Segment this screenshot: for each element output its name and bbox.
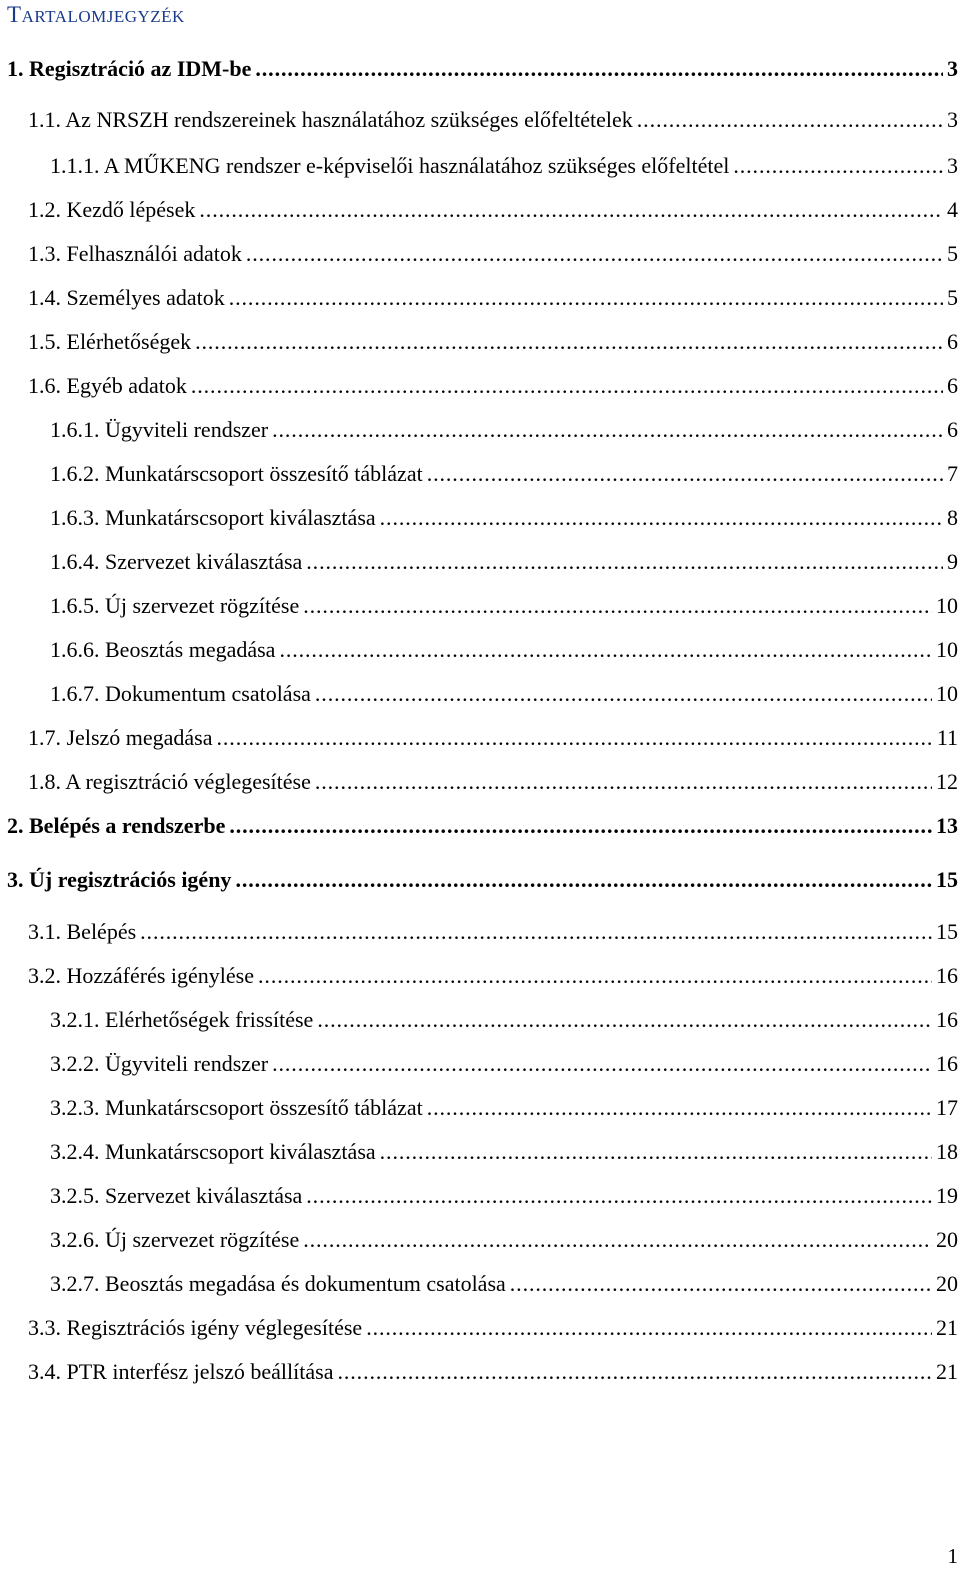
toc-entry[interactable]	[50, 1227, 958, 1253]
toc-entry[interactable]	[50, 1007, 958, 1033]
toc-dot-leader	[306, 549, 943, 575]
toc-dot-leader	[315, 769, 932, 795]
toc-entry-page: 6	[947, 329, 958, 354]
toc-entry[interactable]	[50, 461, 958, 487]
toc-dot-leader	[637, 107, 943, 133]
toc-entry-label: 1.8. A regisztráció véglegesítése	[28, 769, 311, 794]
toc-dot-leader	[427, 461, 943, 487]
toc-entry-label: 1.6. Egyéb adatok	[28, 373, 187, 398]
toc-entry-label: 3.2.2. Ügyviteli rendszer	[50, 1051, 269, 1076]
toc-entry-label: 1.6.3. Munkatárscsoport kiválasztása	[50, 505, 376, 530]
toc-entry-page: 10	[936, 593, 958, 618]
toc-entry[interactable]	[28, 373, 958, 399]
toc-entry[interactable]	[28, 285, 958, 311]
toc-entry[interactable]	[28, 919, 958, 945]
toc-entry[interactable]	[50, 1271, 958, 1297]
toc-entry-label: 1.6.7. Dokumentum csatolása	[50, 681, 311, 706]
toc-entry-label: 3.2. Hozzáférés igénylése	[28, 963, 255, 988]
toc-entry-label: 1.2. Kezdő lépések	[28, 197, 196, 222]
toc-entry[interactable]	[50, 505, 958, 531]
toc-dot-leader	[303, 593, 932, 619]
toc-heading-initial: T	[7, 2, 22, 27]
toc-entry-label: 1.6.1. Ügyviteli rendszer	[50, 417, 269, 442]
toc-entry-page: 10	[936, 681, 958, 706]
toc-entry[interactable]	[28, 1359, 958, 1385]
toc-entry-page: 12	[936, 769, 958, 794]
toc-entry[interactable]	[28, 107, 958, 133]
toc-entry-label: 3.2.7. Beosztás megadása és dokumentum csatolása	[50, 1271, 506, 1296]
toc-entry-label: 1.5. Elérhetőségek	[28, 329, 192, 354]
toc-entry[interactable]	[50, 417, 958, 443]
toc-dot-leader	[199, 197, 943, 223]
toc-entry[interactable]	[50, 1139, 958, 1165]
toc-entry-label: 3.2.6. Új szervezet rögzítése	[50, 1227, 300, 1252]
toc-entry[interactable]	[50, 637, 958, 663]
toc-entry-label: 1.6.4. Szervezet kiválasztása	[50, 549, 303, 574]
toc-dot-leader	[306, 1183, 932, 1209]
toc-heading-rest: ARTALOMJEGYZÉK	[21, 7, 185, 26]
toc-entry-label: 3.2.3. Munkatárscsoport összesítő táblázat	[50, 1095, 423, 1120]
toc-entry-page: 16	[936, 1007, 958, 1032]
toc-dot-leader	[229, 285, 943, 311]
toc-dot-leader	[380, 1139, 932, 1165]
toc-entry-page: 3	[947, 153, 958, 178]
toc-entry-label: 1.1.1. A MŰKENG rendszer e-képviselői használatához szükséges előfeltétel	[50, 153, 730, 178]
toc-dot-leader	[317, 1007, 932, 1033]
toc-entry-label: 1.6.5. Új szervezet rögzítése	[50, 593, 300, 618]
toc-entry-page: 15	[936, 919, 958, 944]
toc-entry-label: 1.7. Jelszó megadása	[28, 725, 213, 750]
toc-dot-leader	[235, 867, 932, 893]
toc-entry-page: 15	[936, 867, 958, 892]
toc-heading	[7, 2, 185, 28]
toc-dot-leader	[191, 373, 943, 399]
toc-dot-leader	[272, 1051, 932, 1077]
toc-entry-label: 1.6.2. Munkatárscsoport összesítő táblázat	[50, 461, 423, 486]
toc-entry-page: 5	[947, 285, 958, 310]
toc-entry[interactable]	[28, 241, 958, 267]
toc-entry-page: 6	[947, 373, 958, 398]
toc-dot-leader	[246, 241, 943, 267]
toc-entry[interactable]	[50, 1095, 958, 1121]
toc-dot-leader	[279, 637, 932, 663]
toc-entry-page: 20	[936, 1227, 958, 1252]
toc-entry[interactable]	[7, 56, 958, 82]
toc-entry-label: 3. Új regisztrációs igény	[7, 867, 232, 892]
toc-entry[interactable]	[50, 593, 958, 619]
toc-entry-label: 1.6.6. Beosztás megadása	[50, 637, 276, 662]
toc-dot-leader	[272, 417, 943, 443]
toc-entry[interactable]	[28, 963, 958, 989]
toc-entry-label: 1.1. Az NRSZH rendszereinek használatához szükséges előfeltételek	[28, 107, 633, 132]
toc-entry-page: 8	[947, 505, 958, 530]
toc-dot-leader	[217, 725, 933, 751]
toc-entry[interactable]	[28, 725, 958, 751]
toc-dot-leader	[140, 919, 932, 945]
toc-entry-page: 5	[947, 241, 958, 266]
toc-entry-page: 6	[947, 417, 958, 442]
toc-entry-label: 3.1. Belépés	[28, 919, 137, 944]
toc-entry-page: 18	[936, 1139, 958, 1164]
toc-entry-label: 1. Regisztráció az IDM-be	[7, 56, 252, 81]
toc-entry[interactable]	[7, 813, 958, 839]
toc-dot-leader	[337, 1359, 932, 1385]
toc-entry[interactable]	[28, 329, 958, 355]
toc-dot-leader	[229, 813, 932, 839]
toc-entry-label: 3.2.4. Munkatárscsoport kiválasztása	[50, 1139, 376, 1164]
toc-entry[interactable]	[28, 769, 958, 795]
toc-entry[interactable]	[7, 867, 958, 893]
toc-entry-page: 4	[947, 197, 958, 222]
toc-dot-leader	[366, 1315, 932, 1341]
toc-entry[interactable]	[50, 1183, 958, 1209]
toc-entry-page: 9	[947, 549, 958, 574]
toc-dot-leader	[380, 505, 943, 531]
toc-entry-label: 2. Belépés a rendszerbe	[7, 813, 226, 838]
toc-entry-page: 3	[947, 107, 958, 132]
toc-entry-page: 11	[936, 725, 958, 750]
toc-dot-leader	[258, 963, 932, 989]
toc-entry-page: 17	[936, 1095, 958, 1120]
toc-entry-page: 21	[936, 1359, 958, 1384]
toc-dot-leader	[427, 1095, 932, 1121]
toc-entry-page: 20	[936, 1271, 958, 1296]
toc-entry-page: 7	[947, 461, 958, 486]
toc-entry-page: 21	[936, 1315, 958, 1340]
toc-entry[interactable]	[50, 681, 958, 707]
toc-dot-leader	[315, 681, 932, 707]
toc-dot-leader	[733, 153, 943, 179]
toc-entry-page: 10	[936, 637, 958, 662]
toc-entry[interactable]	[50, 549, 958, 575]
toc-entry-page: 16	[936, 1051, 958, 1076]
toc-dot-leader	[510, 1271, 932, 1297]
toc-entry-label: 3.3. Regisztrációs igény véglegesítése	[28, 1315, 363, 1340]
toc-entry-label: 3.2.1. Elérhetőségek frissítése	[50, 1007, 314, 1032]
toc-entry-label: 3.2.5. Szervezet kiválasztása	[50, 1183, 303, 1208]
page-number: 1	[947, 1544, 958, 1568]
toc-entry[interactable]	[50, 1051, 958, 1077]
toc-entry[interactable]	[50, 153, 958, 179]
toc-entry[interactable]	[28, 197, 958, 223]
toc-dot-leader	[195, 329, 943, 355]
toc-entry-label: 3.4. PTR interfész jelszó beállítása	[28, 1359, 334, 1384]
toc-entry-label: 1.4. Személyes adatok	[28, 285, 225, 310]
toc-dot-leader	[303, 1227, 932, 1253]
toc-entry[interactable]	[28, 1315, 958, 1341]
toc-entry-label: 1.3. Felhasználói adatok	[28, 241, 242, 266]
toc-entry-page: 19	[936, 1183, 958, 1208]
toc-entry-page: 13	[936, 813, 958, 838]
toc-dot-leader	[255, 56, 943, 82]
toc-entry-page: 3	[947, 56, 958, 81]
toc-entry-page: 16	[936, 963, 958, 988]
